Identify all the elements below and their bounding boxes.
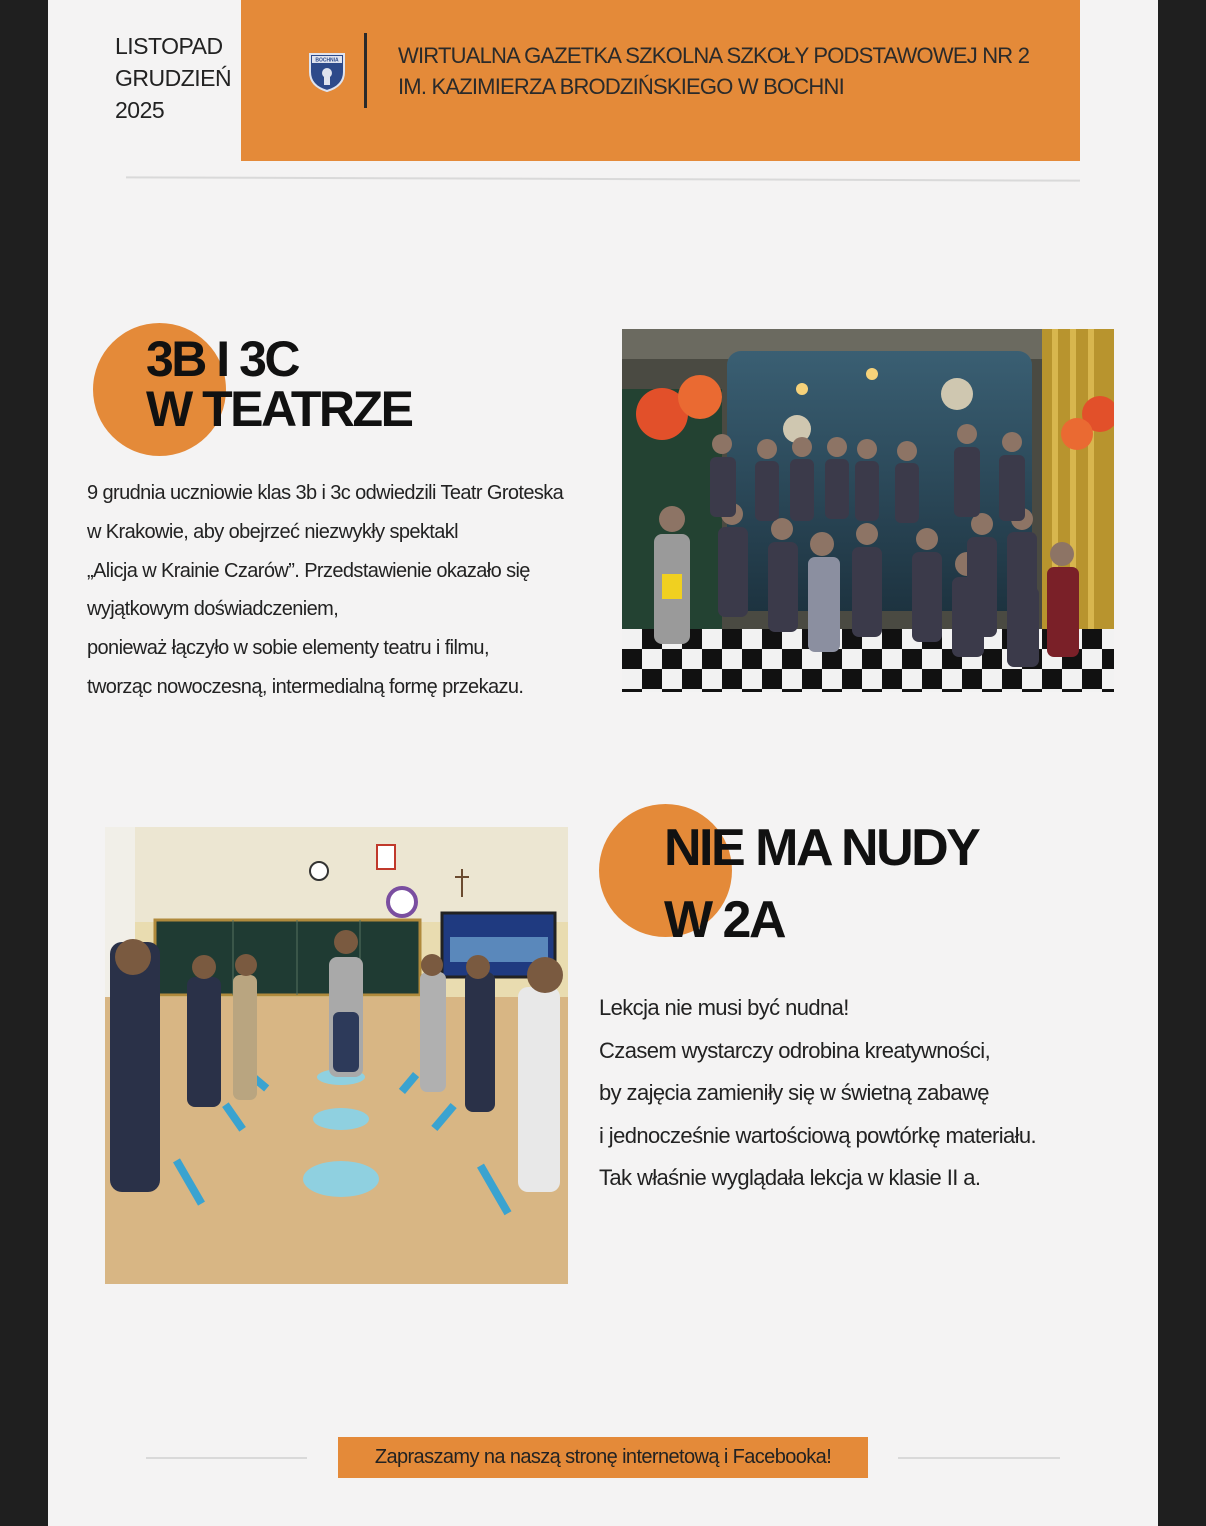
article1-line: w Krakowie, aby obejrzeć niezwykły spektakl (87, 520, 459, 543)
issue-date (115, 30, 231, 126)
article1-line: ponieważ łączyło w sobie elementy teatru i filmu, (87, 637, 489, 660)
newsletter-page (48, 0, 1158, 1526)
footer-label: Zapraszamy na naszą stronę internetową i Facebooka! (374, 1446, 832, 1468)
issue-month-2: GRUDZIEŃ (115, 65, 232, 91)
newsletter-title (398, 40, 1029, 102)
title-line-2: IM. KAZIMIERZA BRODZIŃSKIEGO W BOCHNI (398, 74, 844, 99)
header-rule (126, 176, 1080, 181)
article2-heading (664, 812, 978, 956)
footer-rule-right (898, 1457, 1060, 1459)
article2-line: by zajęcia zamieniły się w świetną zabawę (599, 1080, 989, 1105)
article2-heading-line-2: W 2A (664, 891, 784, 949)
article2-line: Lekcja nie musi być nudna! (599, 995, 849, 1020)
website-facebook-button[interactable] (338, 1437, 868, 1478)
header-divider (364, 33, 367, 108)
article1-body (87, 474, 563, 707)
school-crest-icon (308, 50, 346, 92)
article2-line: Czasem wystarczy odrobina kreatywności, (599, 1037, 991, 1063)
title-line-1: WIRTUALNA GAZETKA SZKOLNA SZKOŁY PODSTAWOWEJ NR 2 (398, 43, 1030, 68)
issue-month-1: LISTOPAD (115, 33, 223, 59)
article1-heading-line-2: W TEATRZE (146, 381, 412, 437)
article2-body (599, 987, 1036, 1200)
header-banner (241, 0, 1080, 161)
classroom-lesson-photo (105, 827, 568, 1284)
article2-line: Tak właśnie wyglądała lekcja w klasie II a. (599, 1165, 981, 1190)
article1-line: „Alicja w Krainie Czarów”. Przedstawienie okazało się (87, 559, 530, 582)
article1-line: 9 grudnia uczniowie klas 3b i 3c odwiedzili Teatr Groteska (87, 482, 564, 504)
footer-rule-left (146, 1457, 307, 1459)
article2-heading-line-1: NIE MA NUDY (664, 819, 979, 877)
article1-heading (146, 331, 412, 437)
article1-line: wyjątkowym doświadczeniem, (87, 598, 339, 621)
article1-line: tworząc nowoczesną, intermedialną formę przekazu. (87, 675, 524, 698)
article2-line: i jednocześnie wartościową powtórkę materiału. (599, 1122, 1037, 1148)
issue-year: 2025 (115, 97, 165, 123)
theatre-class-photo (622, 329, 1114, 692)
article1-heading-line-1: 3B I 3C (146, 331, 299, 387)
crest-text: BOCHNIA (315, 57, 339, 64)
